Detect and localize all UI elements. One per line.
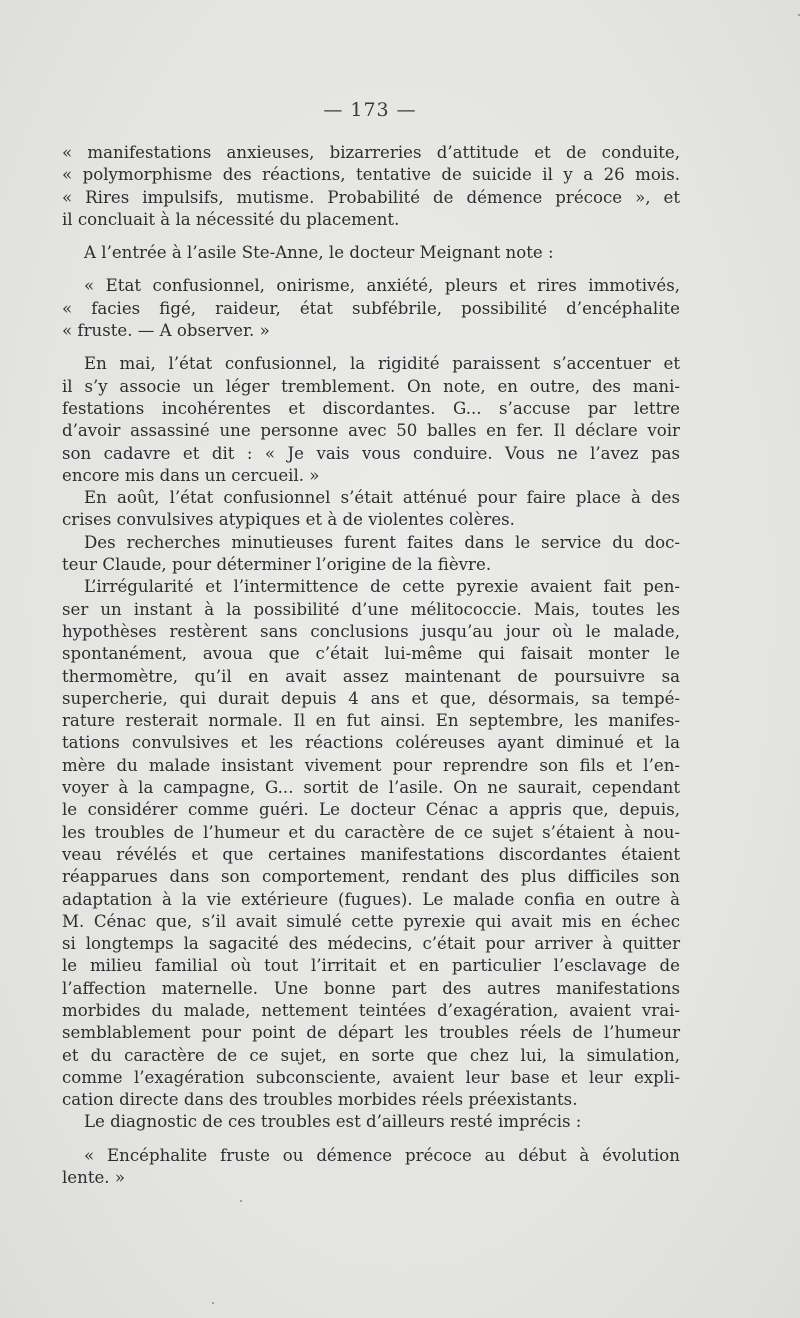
text-line: festations incohérentes et discordantes. G... s’accuse par lettre	[62, 398, 680, 418]
text-line: semblablement pour point de départ les troubles réels de l’humeur	[62, 1023, 680, 1043]
text-line: « polymorphisme des réactions, tentative de suicide il y a 26 mois.	[62, 165, 680, 185]
text-line: et du caractère de ce sujet, en sorte que chez lui, la simulation,	[62, 1045, 680, 1065]
text-line: crises convulsives atypiques et à de violentes colères.	[62, 510, 515, 530]
paper-speck	[240, 1200, 242, 1202]
text-line: thermomètre, qu’il en avait assez maintenant de poursuivre sa	[62, 666, 680, 686]
text-line: lente. »	[62, 1168, 126, 1188]
text-line: morbides du malade, nettement teintées d’exagération, avaient vrai-	[62, 1000, 680, 1020]
text-line: les troubles de l’humeur et du caractère de ce sujet s’étaient à nou-	[62, 822, 680, 842]
text-line: spontanément, avoua que c’était lui-même qui faisait monter le	[62, 644, 680, 664]
text-line: M. Cénac que, s’il avait simulé cette pyrexie qui avait mis en échec	[62, 911, 680, 931]
text-line: adaptation à la vie extérieure (fugues). Le malade confia en outre à	[62, 889, 680, 909]
text-line: « fruste. — A observer. »	[62, 321, 270, 341]
text-line: Des recherches minutieuses furent faites dans le service du doc-	[84, 532, 680, 552]
text-line: L’irrégularité et l’intermittence de cette pyrexie avaient fait pen-	[84, 577, 680, 597]
text-line: si longtemps la sagacité des médecins, c’était pour arriver à quitter	[62, 934, 680, 954]
paper-speck	[212, 1302, 214, 1304]
text-line: le considérer comme guéri. Le docteur Cénac a appris que, depuis,	[62, 800, 680, 820]
text-line: il concluait à la nécessité du placement.	[62, 209, 400, 229]
body-text	[62, 142, 680, 1189]
text-line: « facies figé, raideur, état subfébrile, possibilité d’encéphalite	[62, 298, 680, 318]
text-line: hypothèses restèrent sans conclusions jusqu’au jour où le malade,	[62, 621, 680, 641]
text-line: « Encéphalite fruste ou démence précoce au début à évolution	[84, 1145, 680, 1165]
text-line: il s’y associe un léger tremblement. On note, en outre, des mani-	[62, 376, 680, 396]
text-line: le milieu familial où tout l’irritait et en particulier l’esclavage de	[62, 956, 680, 976]
text-line: voyer à la campagne, G... sortit de l’asile. On ne saurait, cependant	[62, 778, 680, 798]
text-line: rature resterait normale. Il en fut ainsi. En septembre, les manifes-	[62, 711, 680, 731]
text-line: supercherie, qui durait depuis 4 ans et que, désormais, sa tempé-	[62, 688, 680, 708]
text-line: « Rires impulsifs, mutisme. Probabilité de démence précoce », et	[62, 187, 680, 207]
text-line: ser un instant à la possibilité d’une mélitococcie. Mais, toutes les	[62, 599, 680, 619]
text-line: encore mis dans un cercueil. »	[62, 465, 320, 485]
text-line: En août, l’état confusionnel s’était atténué pour faire place à des	[84, 488, 680, 508]
text-line: mère du malade insistant vivement pour reprendre son fils et l’en-	[62, 755, 680, 775]
text-line: l’affection maternelle. Une bonne part des autres manifestations	[62, 978, 680, 998]
page-number: — 173 —	[323, 99, 417, 121]
text-line: comme l’exagération subconsciente, avaient leur base et leur expli-	[62, 1067, 680, 1087]
text-line: A l’entrée à l’asile Ste-Anne, le docteur Meignant note :	[84, 243, 554, 263]
text-line: d’avoir assassiné une personne avec 50 balles en fer. Il déclare voir	[62, 421, 680, 441]
text-line: son cadavre et dit : « Je vais vous conduire. Vous ne l’avez pas	[62, 443, 680, 463]
text-line: « manifestations anxieuses, bizarreries d’attitude et de conduite,	[62, 143, 680, 162]
text-line: cation directe dans des troubles morbides réels préexistants.	[62, 1090, 578, 1110]
text-line: En mai, l’état confusionnel, la rigidité paraissent s’accentuer et	[84, 354, 680, 374]
text-line: réapparues dans son comportement, rendant des plus difficiles son	[62, 867, 680, 887]
text-line: teur Claude, pour déterminer l’origine de la fièvre.	[62, 555, 492, 575]
text-line: veau révélés et que certaines manifestations discordantes étaient	[62, 844, 680, 864]
text-line: « Etat confusionnel, onirisme, anxiété, pleurs et rires immotivés,	[84, 276, 680, 296]
text-line: tations convulsives et les réactions coléreuses ayant diminué et la	[62, 733, 680, 753]
text-line: Le diagnostic de ces troubles est d’ailleurs resté imprécis :	[84, 1112, 582, 1132]
